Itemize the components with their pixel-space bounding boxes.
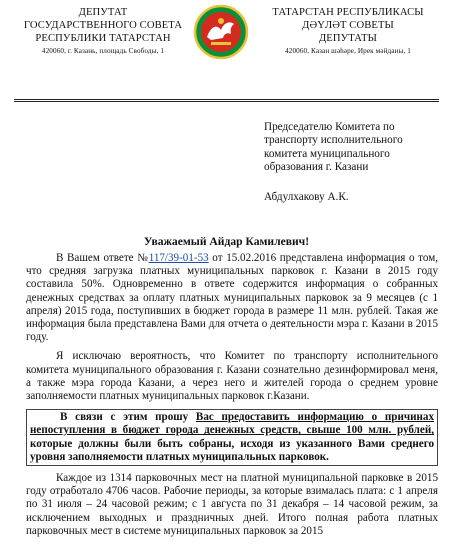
letterhead-right-line3: ДЕПУТАТЫ bbox=[318, 33, 378, 44]
addressee-line2: транспорту исполнительного bbox=[264, 134, 403, 147]
addressee-line3: комитета муниципального bbox=[264, 147, 390, 160]
letter-body bbox=[26, 252, 438, 544]
letterhead-left-line3: РЕСПУБЛИКИ ТАТАРСТАН bbox=[35, 33, 171, 44]
paragraph-1-text: от 15.02.2016 представлена информация о том, что средняя загрузка платных муниципальных парковок г. Казани в 2015 году составила 50%. Одновременно в ответе содержится информация о собранных денежных средствах за оплату платных муниципальных парковок за 9 месяцев (с 1 апреля) 2015 года, поступивших в бюджет города в размере 11 млн. рублей. Такая же информация была представлена Вами для отчета о деятельности мэра г. Казани в 2015 году. bbox=[26, 252, 439, 344]
letterhead-right bbox=[258, 6, 438, 56]
reference-number-link[interactable]: 117/39-01-53 bbox=[148, 252, 209, 264]
request-underlined: Вас предоставить информацию о причинах непоступления в бюджет города денежных средств, свыше 100 млн. рублей, bbox=[30, 411, 434, 437]
letterhead-left-line1: ДЕПУТАТ bbox=[78, 7, 128, 18]
letterhead-left bbox=[22, 6, 184, 56]
paragraph-4: Каждое из 1314 парковочных мест на платной муниципальной парковке в 2015 году отработало 4706 часов. Рабочие периоды, за которые взималась плата: с 1 апреля по 31 июля – 24 часовой режим; с 1 августа по 31 декабря – 14 часовой режим, за исключением выходных и праздничных дней. Итого полная работа платных парковочных мест в системе муниципальных парковок за 2015 bbox=[26, 472, 438, 537]
addressee-line1: Председателю Комитета по bbox=[264, 121, 395, 133]
greeting: Уважаемый Айдар Камилевич! bbox=[143, 235, 310, 248]
letterhead-left-line2: ГОСУДАРСТВЕННОГО СОВЕТА bbox=[23, 20, 183, 31]
request-text: которые должны были быть собраны, исходя из указанного Вами среднего уровня заполняемости платных муниципальных парковок. bbox=[30, 437, 434, 463]
addressee-block bbox=[264, 121, 444, 204]
tatarstan-coat-of-arms-icon bbox=[193, 4, 249, 60]
letterhead-right-line1: ТАТАРСТАН РЕСПУБЛИКАСЫ bbox=[272, 7, 424, 18]
letterhead-right-address: 420060, Казан шәһәре, Ирек мәйданы, 1 bbox=[285, 47, 411, 55]
paragraph-1-intro: В Вашем ответе № bbox=[56, 252, 149, 264]
letterhead-divider bbox=[14, 99, 439, 100]
letterhead-right-line2: ДӘҮЛӘТ СОВЕТЫ bbox=[302, 20, 394, 31]
paragraph-2: Я исключаю вероятность, что Комитет по транспорту исполнительного комитета муниципального образования г. Казани сознательно дезинформировал меня, а также мэра города Казани, а через него и жителей города о среднем уровне заполняемости платных муниципальных парковок г.Казани. bbox=[26, 350, 438, 403]
letterhead-left-address: 420060, г. Казань, площадь Свободы, 1 bbox=[41, 47, 165, 55]
addressee-name: Абдулхакову А.К. bbox=[264, 190, 349, 203]
addressee-line4: образования г. Казани bbox=[264, 161, 369, 174]
letterhead-divider-thick bbox=[14, 101, 439, 102]
paragraph-1 bbox=[26, 252, 438, 344]
request-intro: В связи с этим прошу bbox=[60, 411, 196, 424]
request-paragraph bbox=[26, 409, 438, 466]
